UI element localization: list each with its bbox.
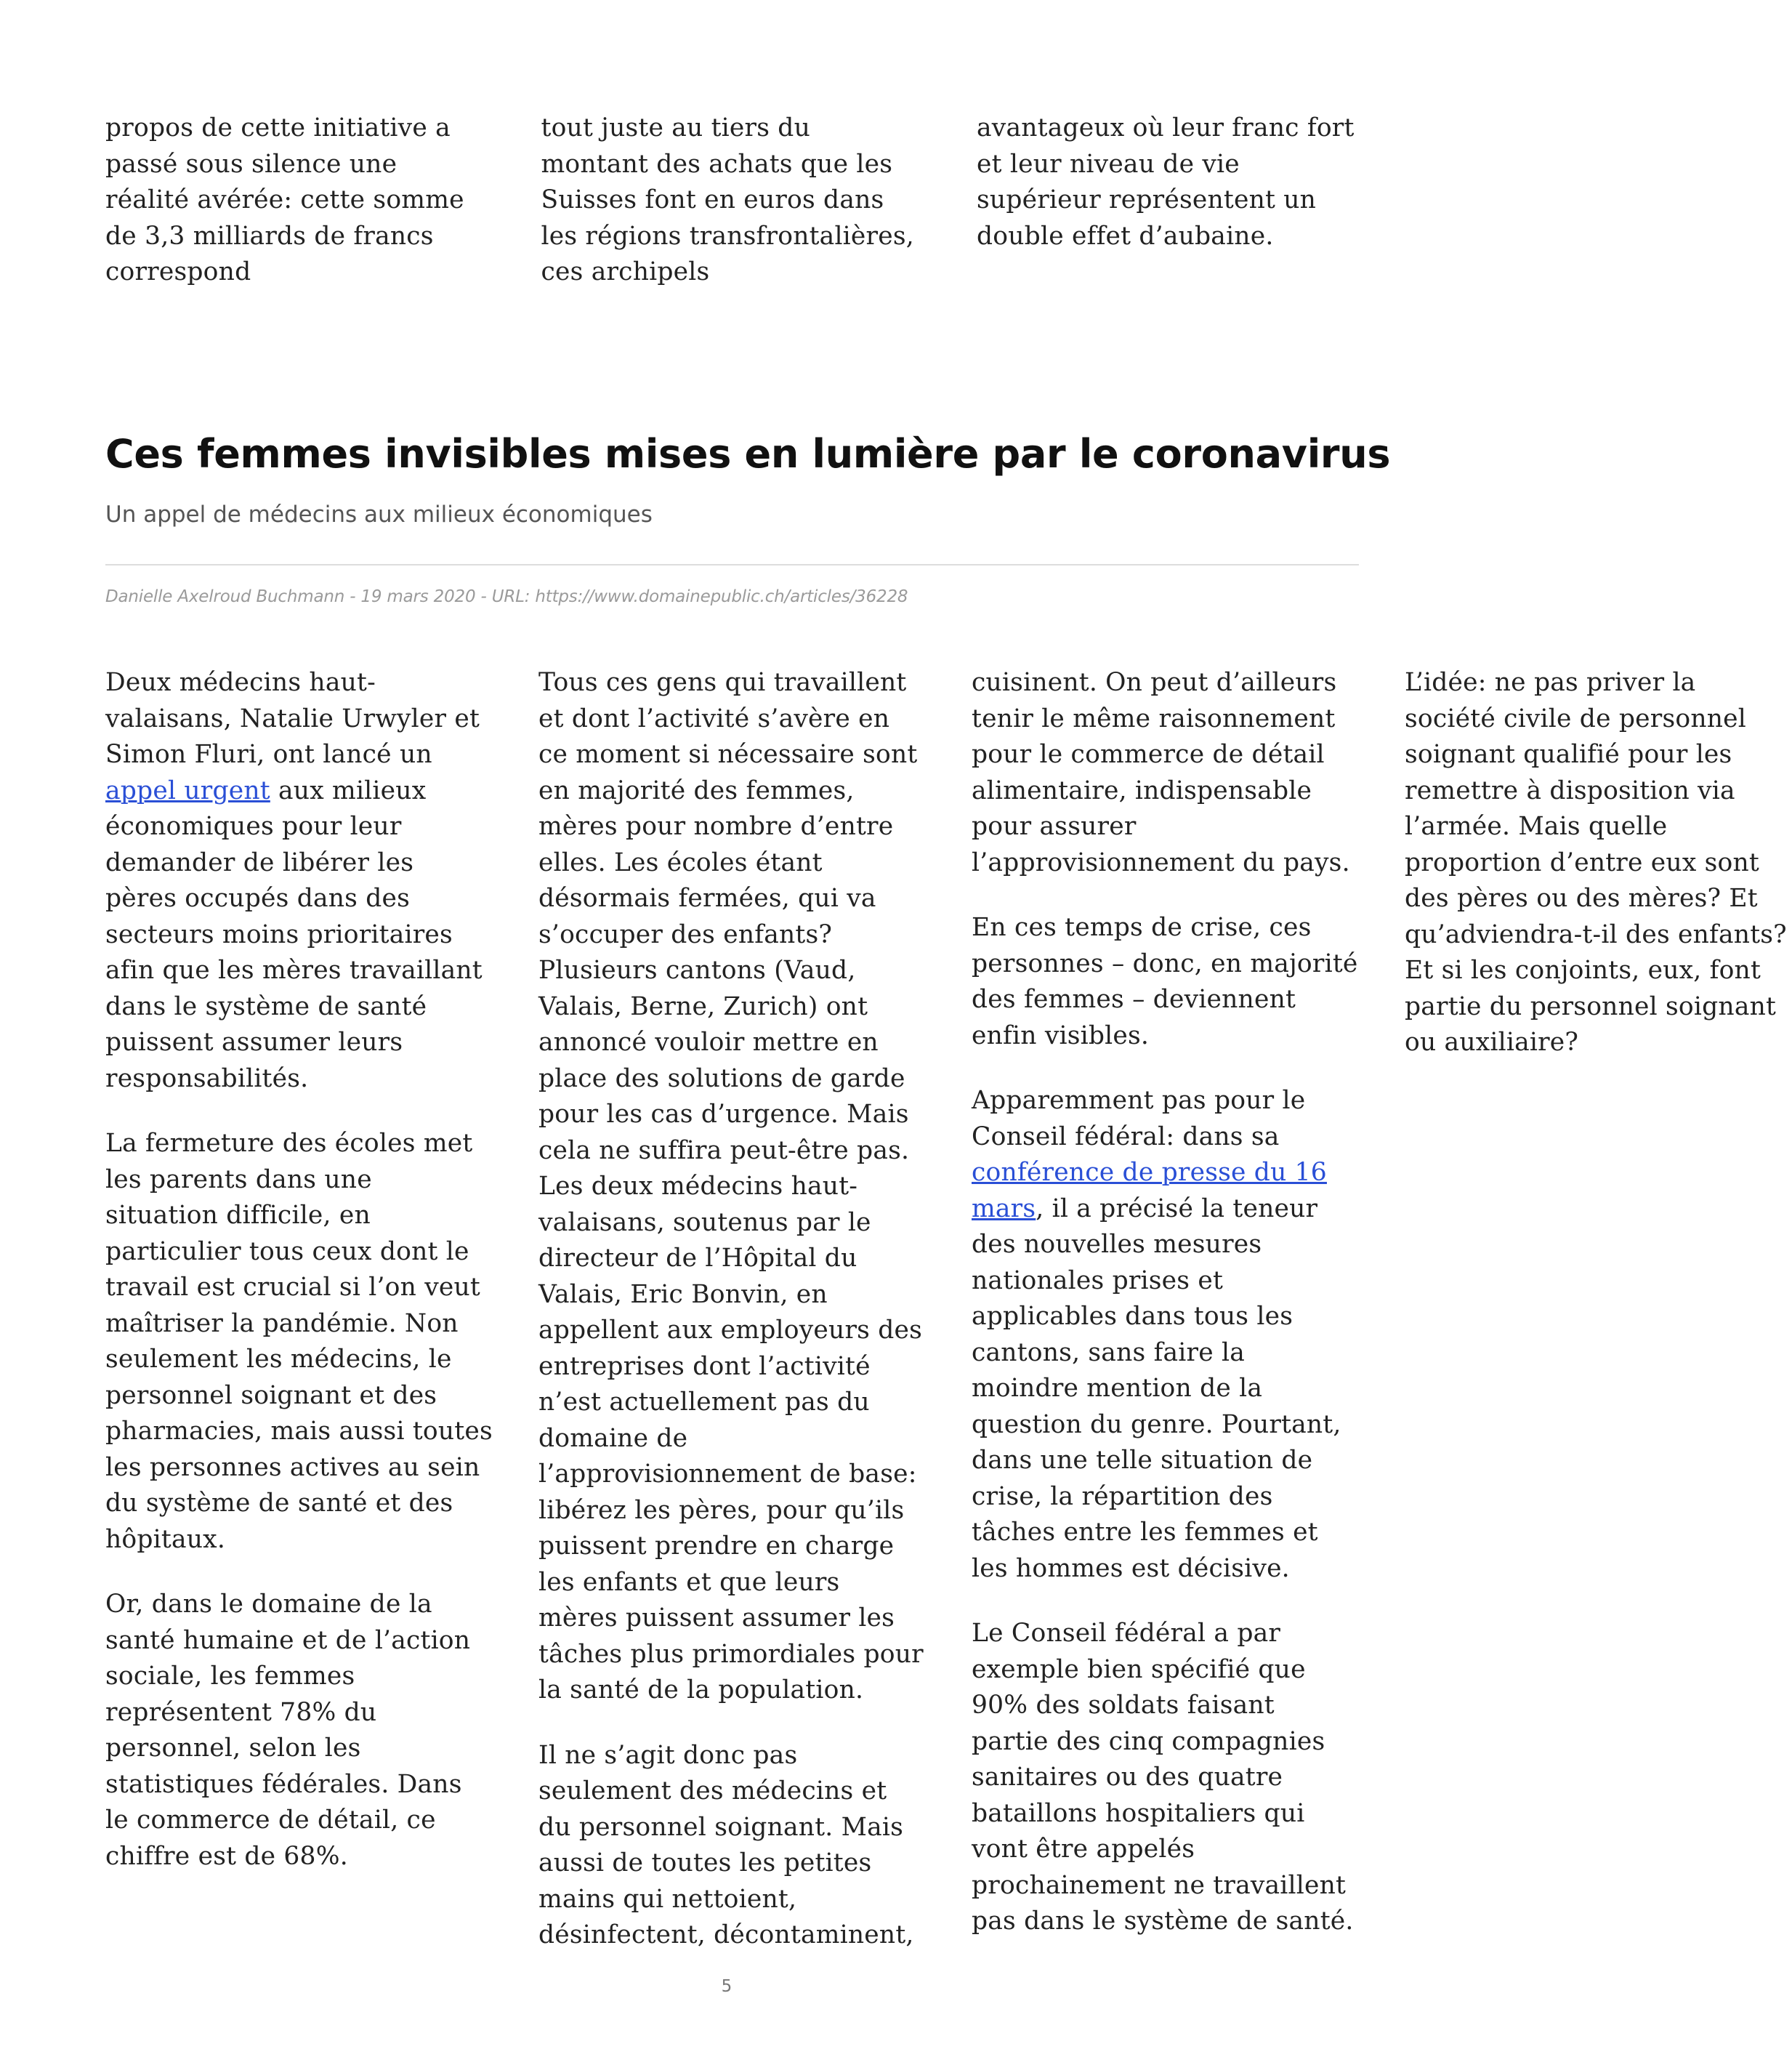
paragraph-text: Deux médecins haut-valaisans, Natalie Urwyler et Simon Fluri, ont lancé un — [105, 668, 480, 769]
article-paragraph: Le Conseil fédéral a par exemple bien spécifié que 90% des soldats faisant partie des cinq compagnies sanitaires ou des quatre bataillons hospitaliers qui vont être appelés prochainement ne travaillent pas dans le système de santé. L’idée: ne pas priver la société civile de personnel soignant qualifié pour les remettre à disposition via l’armée. Mais quelle proportion d’entre eux sont des pères ou des mères? Et qu’adviendra-t-il des enfants? Et si les conjoints, eux, font partie du personnel soignant ou auxiliaire? — [972, 668, 1787, 1936]
previous-article-column-2: tout juste au tiers du montant des achats que les Suisses font en euros dans les régions transfrontalières, ces archipels — [541, 113, 914, 286]
title-divider — [105, 564, 1359, 565]
paragraph-text: aux milieux économiques pour leur demander de libérer les pères occupés dans des secteurs moins prioritaires afin que les mères travaillant dans le système de santé puissent assumer leurs responsabilités. — [105, 776, 483, 1093]
article-paragraph — [972, 1083, 1359, 1587]
article-paragraph: Tous ces gens qui travaillent et dont l’activité s’avère en ce moment si nécessaire sont en majorité des femmes, mères pour nombre d’entre elles. Les écoles étant désormais fermées, qui va s’occuper des enfants? Plusieurs cantons (Vaud, Valais, Berne, Zurich) ont annoncé vouloir mettre en place des solutions de garde pour les cas d’urgence. Mais cela ne suffira peut-être pas. Les deux médecins haut-valaisans, soutenus par le directeur de l’Hôpital du Valais, Eric Bonvin, en appellent aux employeurs des entreprises dont l’activité n’est actuellement pas du domaine de l’approvisionnement de base: libérez les pères, pour qu’ils puissent prendre en charge les enfants et que leurs mères puissent assumer les tâches plus primordiales pour la santé de la population. — [538, 668, 924, 1704]
article-subtitle: Un appel de médecins aux milieux économiques — [105, 502, 653, 528]
article-paragraph: La fermeture des écoles met les parents dans une situation difficile, en particulier tous ceux dont le travail est crucial si l’on veut maîtriser la pandémie. Non seulement les médecins, le personnel soignant et des pharmacies, mais aussi toutes les personnes actives au sein du système de santé et des hôpitaux. — [105, 1129, 493, 1554]
paragraph-text: Apparemment pas pour le Conseil fédéral: dans sa — [972, 1086, 1306, 1151]
article-byline: Danielle Axelroud Buchmann - 19 mars 2020 - URL: https://www.domainepublic.ch/articles/36228 — [105, 587, 908, 606]
article-paragraph: Or, dans le domaine de la santé humaine et de l’action sociale, les femmes représentent 78% du personnel, selon les statistiques fédérales. Dans le commerce de détail, ce chiffre est de 68%. — [105, 1590, 471, 1871]
paragraph-text: , il a précisé la teneur des nouvelles mesures nationales prises et applicables dans tous les cantons, sans faire la moindre mention de la question du genre. Pourtant, dans une telle situation de crise, la répartition des tâches entre les femmes et les hommes est décisive. — [972, 1193, 1341, 1583]
article-title: Ces femmes invisibles mises en lumière par le coronavirus — [105, 431, 1391, 477]
previous-article-column-1: propos de cette initiative a passé sous silence une réalité avérée: cette somme de 3,3 milliards de francs correspond — [105, 113, 464, 286]
page-number: 5 — [721, 1977, 732, 1996]
article-paragraph: Il ne s’agit donc pas seulement des médecins et du personnel soignant. Mais aussi de toutes les petites mains qui nettoient, désinfectent, décontaminent, cuisinent. On peut d’ailleurs tenir le même raisonnement pour le commerce de détail alimentaire, indispensable pour assurer l’approvisionnement du pays. — [538, 668, 1350, 1949]
previous-article-column-3: avantageux où leur franc fort et leur niveau de vie supérieur représentent un double effet d’aubaine. — [977, 113, 1355, 251]
article-paragraph: En ces temps de crise, ces personnes – donc, en majorité des femmes – deviennent enfin visibles. — [972, 913, 1358, 1050]
press-conference-link[interactable]: conférence de presse du 16 mars — [972, 1158, 1327, 1223]
article-paragraph — [105, 665, 493, 1097]
previous-article-continuation — [105, 110, 1359, 291]
article-body — [105, 665, 1787, 1959]
appel-urgent-link[interactable]: appel urgent — [105, 776, 270, 805]
